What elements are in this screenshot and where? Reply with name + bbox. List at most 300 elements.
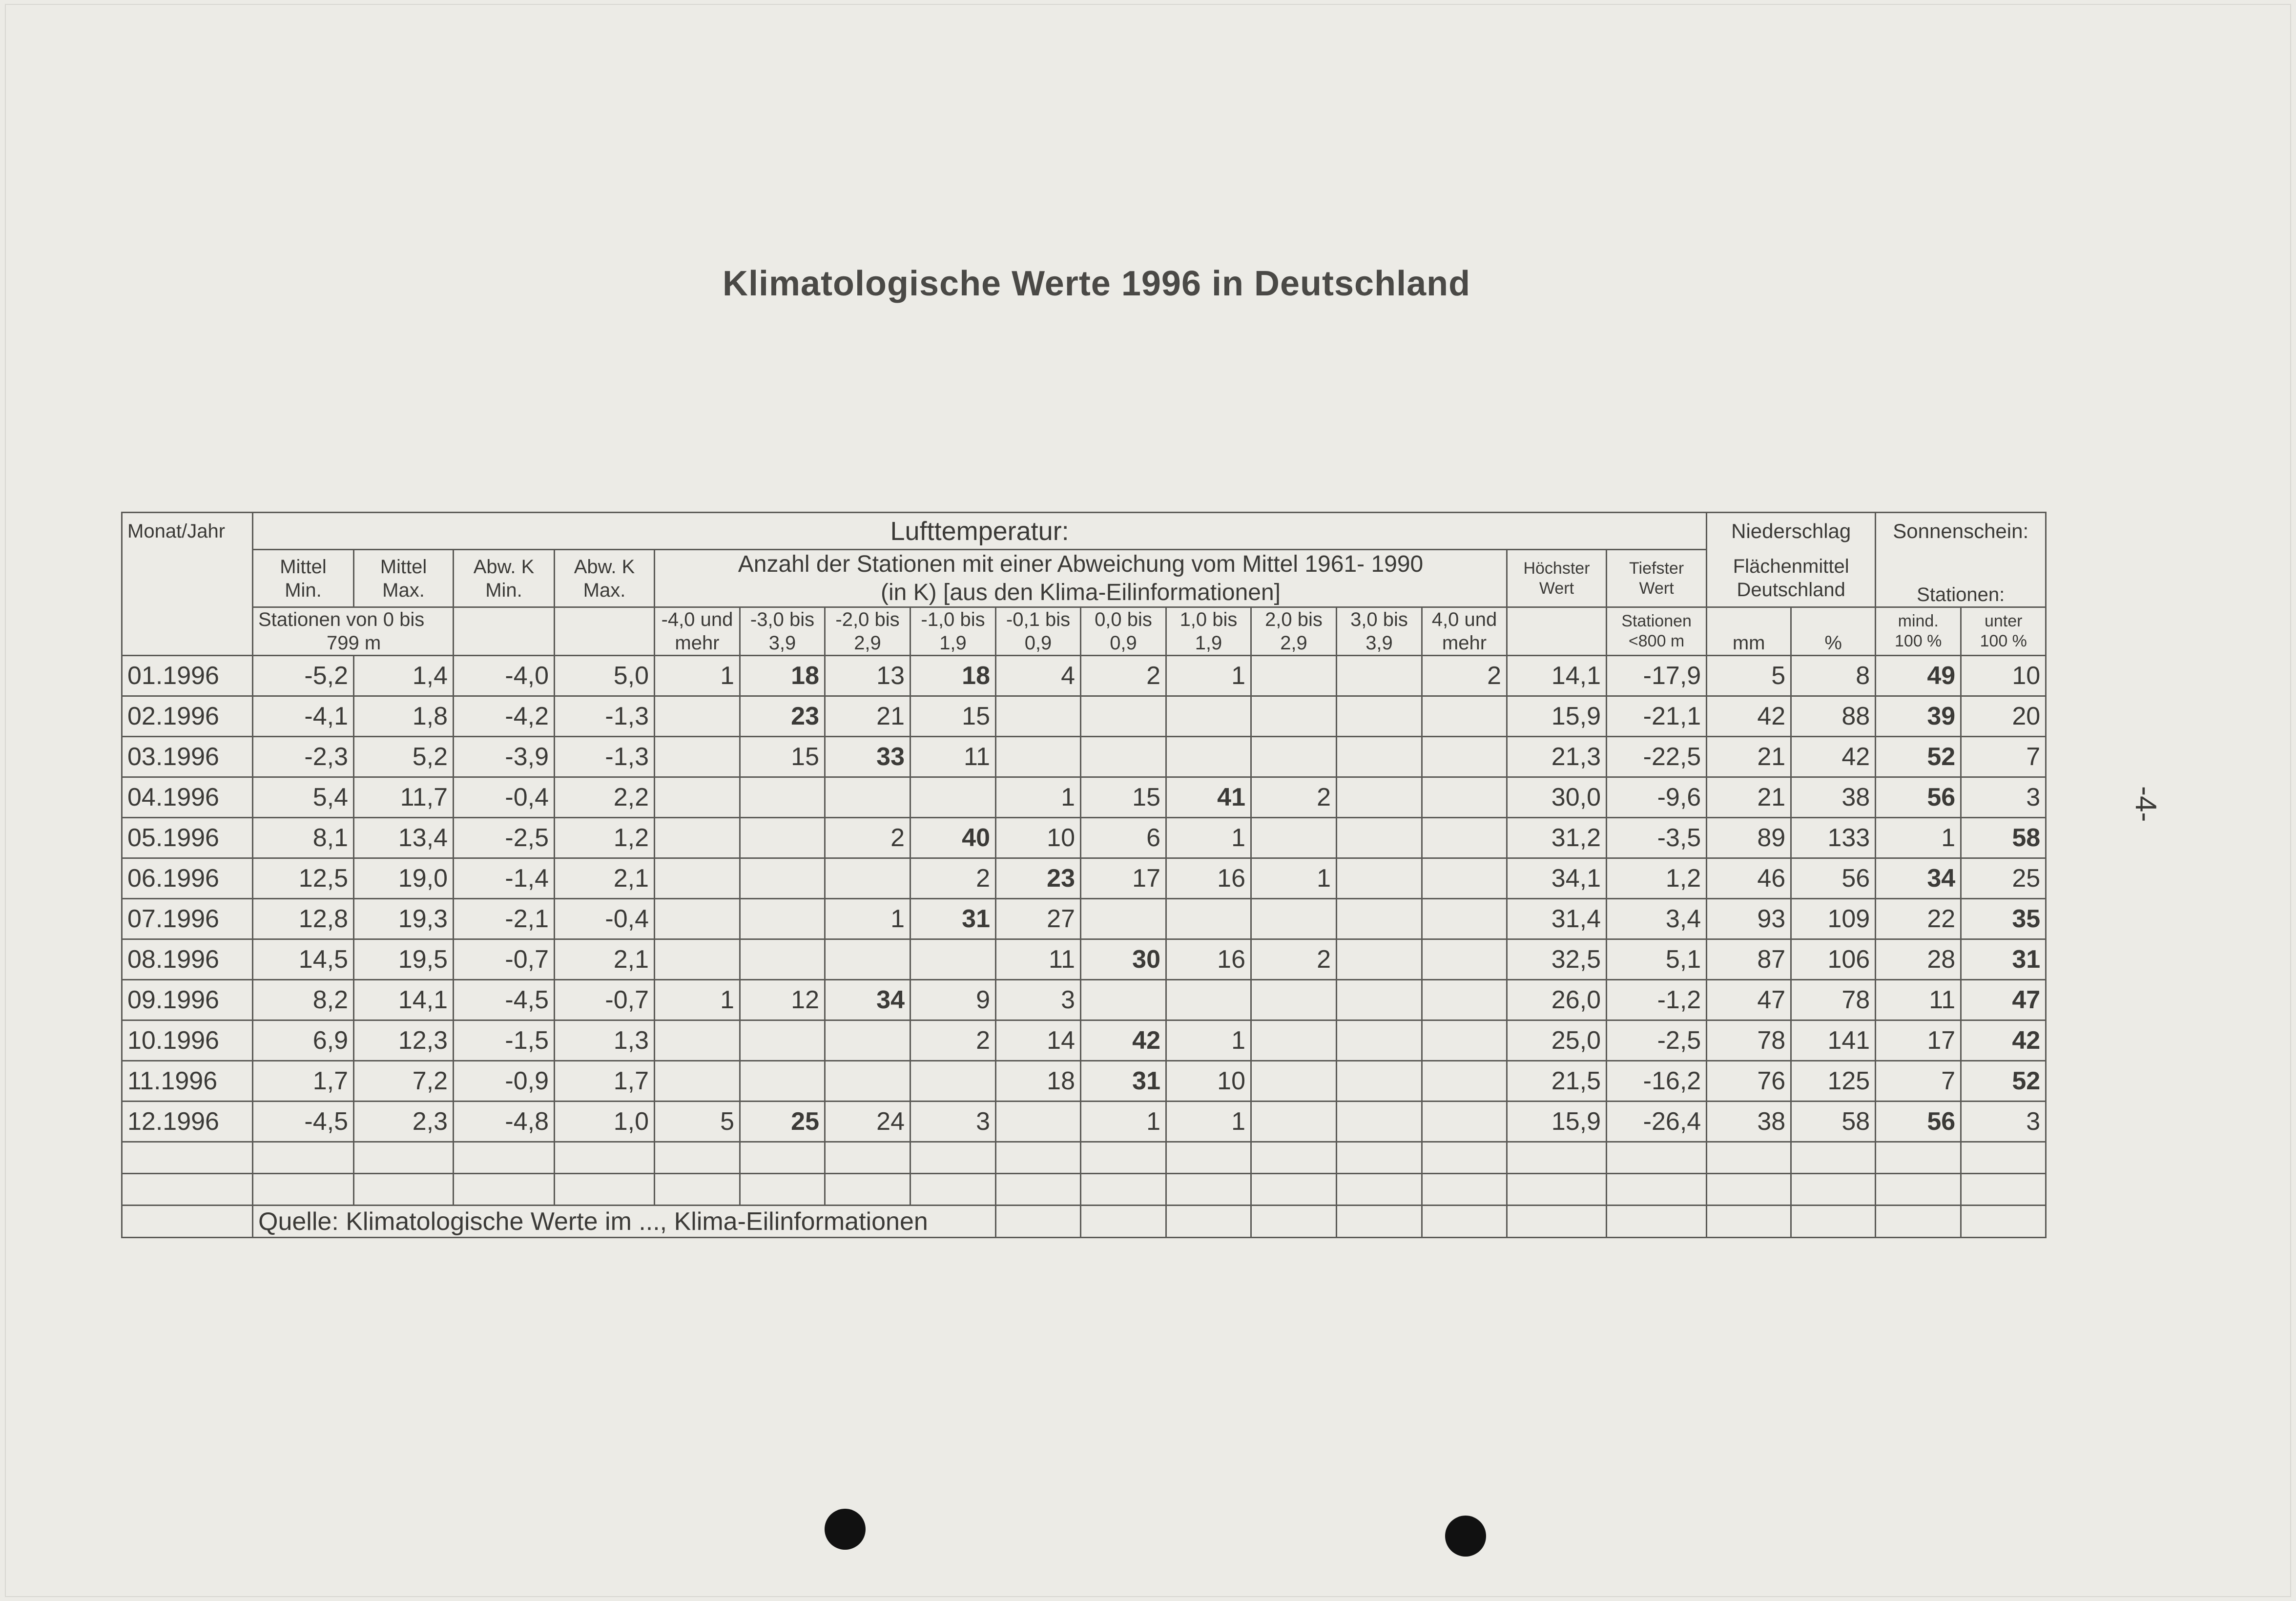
- cell-abw-min: -1,4: [454, 858, 555, 899]
- header-lufttemperatur: Lufttemperatur:: [253, 513, 1707, 550]
- header-unter: unter 100 %: [1961, 607, 2046, 656]
- cell-bin: [1081, 737, 1166, 777]
- cell-pct: 42: [1791, 737, 1876, 777]
- cell-unter: 42: [1961, 1020, 2046, 1061]
- cell-bin: [1166, 737, 1251, 777]
- header-blank: [122, 607, 253, 656]
- cell-bin: 21: [825, 696, 910, 737]
- cell-bin: 23: [996, 858, 1081, 899]
- cell-bin: 30: [1081, 939, 1166, 980]
- cell-mittel-min: 5,4: [253, 777, 354, 818]
- punch-hole-left: [825, 1509, 866, 1550]
- cell-bin: 10: [1166, 1061, 1251, 1102]
- cell-abw-max: 2,1: [555, 939, 655, 980]
- cell-mittel-min: 8,2: [253, 980, 354, 1020]
- cell-month: 10.1996: [122, 1020, 253, 1061]
- cell-bin: [1422, 980, 1507, 1020]
- cell-mittel-min: 12,5: [253, 858, 354, 899]
- cell-bin: [1422, 1102, 1507, 1142]
- cell-mind: 56: [1876, 777, 1961, 818]
- header-niederschlag: Niederschlag: [1707, 513, 1876, 550]
- cell-pct: 38: [1791, 777, 1876, 818]
- cell-bin: 18: [740, 656, 825, 696]
- cell-bin: 3: [996, 980, 1081, 1020]
- cell-mittel-min: 14,5: [253, 939, 354, 980]
- cell-bin: [655, 696, 740, 737]
- header-bin-8: 3,0 bis 3,9: [1337, 607, 1422, 656]
- header-pct: %: [1791, 607, 1876, 656]
- cell-bin: [655, 777, 740, 818]
- cell-month: 12.1996: [122, 1102, 253, 1142]
- cell-bin: 40: [910, 818, 996, 858]
- cell-bin: [740, 777, 825, 818]
- cell-bin: [1251, 1061, 1337, 1102]
- cell-tiefster: -1,2: [1607, 980, 1707, 1020]
- cell-bin: [740, 858, 825, 899]
- cell-bin: 1: [1166, 1102, 1251, 1142]
- cell-bin: 5: [655, 1102, 740, 1142]
- cell-unter: 3: [1961, 777, 2046, 818]
- cell-mm: 78: [1707, 1020, 1791, 1061]
- cell-bin: 13: [825, 656, 910, 696]
- header-bin-5: 0,0 bis 0,9: [1081, 607, 1166, 656]
- cell-bin: [655, 939, 740, 980]
- cell-bin: [825, 1061, 910, 1102]
- cell-bin: [1081, 899, 1166, 939]
- header-mittel-max: Mittel Max.: [354, 550, 454, 607]
- cell-bin: 16: [1166, 858, 1251, 899]
- cell-mind: 56: [1876, 1102, 1961, 1142]
- cell-bin: [825, 858, 910, 899]
- cell-bin: 14: [996, 1020, 1081, 1061]
- cell-unter: 35: [1961, 899, 2046, 939]
- cell-unter: 7: [1961, 737, 2046, 777]
- cell-bin: [1081, 980, 1166, 1020]
- cell-bin: [740, 1020, 825, 1061]
- header-monat-jahr: Monat/Jahr: [122, 513, 253, 550]
- cell-hoechster: 26,0: [1507, 980, 1607, 1020]
- cell-mm: 93: [1707, 899, 1791, 939]
- cell-mind: 49: [1876, 656, 1961, 696]
- cell-bin: [825, 939, 910, 980]
- table-row: [122, 980, 2046, 1020]
- cell-abw-min: -0,9: [454, 1061, 555, 1102]
- cell-bin: 16: [1166, 939, 1251, 980]
- cell-bin: 1: [996, 777, 1081, 818]
- cell-pct: 133: [1791, 818, 1876, 858]
- cell-mind: 17: [1876, 1020, 1961, 1061]
- header-blank: [555, 607, 655, 656]
- cell-bin: 2: [1422, 656, 1507, 696]
- header-bin-7: 2,0 bis 2,9: [1251, 607, 1337, 656]
- cell-pct: 141: [1791, 1020, 1876, 1061]
- cell-hoechster: 21,5: [1507, 1061, 1607, 1102]
- cell-tiefster: -9,6: [1607, 777, 1707, 818]
- cell-unter: 47: [1961, 980, 2046, 1020]
- cell-bin: [1422, 1020, 1507, 1061]
- cell-abw-max: 2,1: [555, 858, 655, 899]
- cell-bin: 1: [655, 980, 740, 1020]
- table-row-source: [122, 1206, 2046, 1238]
- cell-bin: [740, 818, 825, 858]
- cell-bin: [825, 777, 910, 818]
- cell-abw-max: -0,4: [555, 899, 655, 939]
- cell-bin: 3: [910, 1102, 996, 1142]
- cell-pct: 125: [1791, 1061, 1876, 1102]
- cell-month: 08.1996: [122, 939, 253, 980]
- cell-bin: 24: [825, 1102, 910, 1142]
- cell-pct: 109: [1791, 899, 1876, 939]
- cell-bin: [996, 696, 1081, 737]
- cell-abw-max: -1,3: [555, 737, 655, 777]
- cell-bin: [1337, 980, 1422, 1020]
- cell-hoechster: 15,9: [1507, 1102, 1607, 1142]
- cell-mittel-max: 14,1: [354, 980, 454, 1020]
- cell-bin: 2: [910, 1020, 996, 1061]
- page-number: -4-: [2130, 786, 2162, 822]
- cell-mm: 21: [1707, 737, 1791, 777]
- cell-bin: [1422, 939, 1507, 980]
- header-bin-6: 1,0 bis 1,9: [1166, 607, 1251, 656]
- cell-abw-min: -0,4: [454, 777, 555, 818]
- table-row: [122, 777, 2046, 818]
- header-blank: [1507, 607, 1607, 656]
- cell-bin: [1251, 818, 1337, 858]
- cell-mittel-max: 19,3: [354, 899, 454, 939]
- cell-bin: 11: [910, 737, 996, 777]
- header-blank: [122, 550, 253, 607]
- cell-bin: [1337, 1061, 1422, 1102]
- header-abw-max: Abw. K Max.: [555, 550, 655, 607]
- cell-bin: 1: [1166, 656, 1251, 696]
- cell-bin: 2: [825, 818, 910, 858]
- cell-mind: 11: [1876, 980, 1961, 1020]
- cell-bin: [910, 939, 996, 980]
- cell-pct: 78: [1791, 980, 1876, 1020]
- cell-mm: 87: [1707, 939, 1791, 980]
- cell-bin: [1251, 899, 1337, 939]
- cell-bin: [655, 899, 740, 939]
- cell-bin: [1166, 980, 1251, 1020]
- cell-mm: 46: [1707, 858, 1791, 899]
- table-row: [122, 818, 2046, 858]
- cell-bin: 6: [1081, 818, 1166, 858]
- header-abw-min: Abw. K Min.: [454, 550, 555, 607]
- table-row: [122, 939, 2046, 980]
- cell-bin: 1: [1166, 818, 1251, 858]
- cell-abw-max: 5,0: [555, 656, 655, 696]
- cell-bin: [1422, 1061, 1507, 1102]
- cell-bin: [1081, 696, 1166, 737]
- table-row: [122, 1020, 2046, 1061]
- cell-month: 11.1996: [122, 1061, 253, 1102]
- cell-bin: 12: [740, 980, 825, 1020]
- cell-abw-max: 1,7: [555, 1061, 655, 1102]
- cell-bin: 25: [740, 1102, 825, 1142]
- cell-hoechster: 25,0: [1507, 1020, 1607, 1061]
- cell-bin: [1251, 737, 1337, 777]
- cell-bin: [1166, 696, 1251, 737]
- cell-unter: 3: [1961, 1102, 2046, 1142]
- cell-bin: 31: [910, 899, 996, 939]
- cell-bin: 1: [1251, 858, 1337, 899]
- cell-mittel-min: 6,9: [253, 1020, 354, 1061]
- table-row-empty: [122, 1142, 2046, 1174]
- cell-hoechster: 21,3: [1507, 737, 1607, 777]
- table-row: [122, 656, 2046, 696]
- cell-hoechster: 31,4: [1507, 899, 1607, 939]
- cell-mind: 22: [1876, 899, 1961, 939]
- cell-hoechster: 14,1: [1507, 656, 1607, 696]
- cell-bin: [1251, 1102, 1337, 1142]
- table-row-empty: [122, 1174, 2046, 1206]
- cell-bin: [1337, 1102, 1422, 1142]
- cell-mind: 28: [1876, 939, 1961, 980]
- cell-bin: 34: [825, 980, 910, 1020]
- cell-bin: 41: [1166, 777, 1251, 818]
- cell-unter: 20: [1961, 696, 2046, 737]
- cell-bin: 2: [910, 858, 996, 899]
- cell-mittel-min: -4,1: [253, 696, 354, 737]
- header-bin-1: -3,0 bis 3,9: [740, 607, 825, 656]
- cell-tiefster: -26,4: [1607, 1102, 1707, 1142]
- cell-mm: 89: [1707, 818, 1791, 858]
- cell-pct: 106: [1791, 939, 1876, 980]
- cell-mittel-max: 11,7: [354, 777, 454, 818]
- page-title: Klimatologische Werte 1996 in Deutschland: [723, 264, 1471, 303]
- header-mittel-min: Mittel Min.: [253, 550, 354, 607]
- cell-tiefster: -22,5: [1607, 737, 1707, 777]
- cell-hoechster: 30,0: [1507, 777, 1607, 818]
- cell-bin: [1337, 858, 1422, 899]
- cell-abw-max: 1,2: [555, 818, 655, 858]
- cell-pct: 88: [1791, 696, 1876, 737]
- cell-bin: [655, 818, 740, 858]
- cell-bin: 2: [1251, 777, 1337, 818]
- cell-bin: 1: [1081, 1102, 1166, 1142]
- header-sonnenschein: Sonnenschein:: [1876, 513, 2046, 550]
- cell-month: 04.1996: [122, 777, 253, 818]
- cell-mittel-max: 13,4: [354, 818, 454, 858]
- cell-bin: [1337, 696, 1422, 737]
- cell-mittel-min: -2,3: [253, 737, 354, 777]
- table-row: [122, 1061, 2046, 1102]
- cell-bin: [655, 737, 740, 777]
- cell-mittel-max: 5,2: [354, 737, 454, 777]
- header-bin-4: -0,1 bis 0,9: [996, 607, 1081, 656]
- cell-bin: [1422, 737, 1507, 777]
- cell-bin: 31: [1081, 1061, 1166, 1102]
- cell-unter: 10: [1961, 656, 2046, 696]
- cell-abw-min: -2,5: [454, 818, 555, 858]
- cell-unter: 25: [1961, 858, 2046, 899]
- header-mind: mind. 100 %: [1876, 607, 1961, 656]
- cell-bin: 15: [910, 696, 996, 737]
- cell-bin: 18: [910, 656, 996, 696]
- cell-tiefster: -3,5: [1607, 818, 1707, 858]
- cell-bin: 2: [1081, 656, 1166, 696]
- cell-bin: 10: [996, 818, 1081, 858]
- cell-hoechster: 31,2: [1507, 818, 1607, 858]
- table-row: [122, 899, 2046, 939]
- cell-mm: 76: [1707, 1061, 1791, 1102]
- cell-bin: [740, 899, 825, 939]
- cell-bin: 1: [1166, 1020, 1251, 1061]
- cell-mittel-max: 1,4: [354, 656, 454, 696]
- table-row: [122, 737, 2046, 777]
- cell-bin: [1337, 939, 1422, 980]
- cell-abw-max: 1,0: [555, 1102, 655, 1142]
- header-hoechster: Höchster Wert: [1507, 550, 1607, 607]
- cell-mittel-min: -5,2: [253, 656, 354, 696]
- header-bin-3: -1,0 bis 1,9: [910, 607, 996, 656]
- cell-bin: 18: [996, 1061, 1081, 1102]
- cell-tiefster: -2,5: [1607, 1020, 1707, 1061]
- cell-bin: 1: [825, 899, 910, 939]
- cell-bin: [1251, 656, 1337, 696]
- cell-bin: 33: [825, 737, 910, 777]
- cell-bin: [910, 777, 996, 818]
- header-blank: [454, 607, 555, 656]
- header-mm: mm: [1707, 607, 1791, 656]
- cell-bin: [1422, 777, 1507, 818]
- cell-abw-min: -4,8: [454, 1102, 555, 1142]
- cell-bin: 4: [996, 656, 1081, 696]
- cell-mind: 39: [1876, 696, 1961, 737]
- cell-abw-min: -4,0: [454, 656, 555, 696]
- cell-month: 02.1996: [122, 696, 253, 737]
- cell-pct: 58: [1791, 1102, 1876, 1142]
- cell-bin: 23: [740, 696, 825, 737]
- cell-bin: [1422, 899, 1507, 939]
- cell-abw-min: -1,5: [454, 1020, 555, 1061]
- cell-pct: 8: [1791, 656, 1876, 696]
- cell-bin: [655, 1020, 740, 1061]
- cell-mind: 7: [1876, 1061, 1961, 1102]
- cell-unter: 58: [1961, 818, 2046, 858]
- cell-mm: 38: [1707, 1102, 1791, 1142]
- cell-bin: [1337, 818, 1422, 858]
- cell-month: 01.1996: [122, 656, 253, 696]
- cell-tiefster: 1,2: [1607, 858, 1707, 899]
- cell-bin: [1337, 1020, 1422, 1061]
- header-stationen-von: Stationen von 0 bis 799 m: [253, 607, 454, 656]
- cell-bin: 42: [1081, 1020, 1166, 1061]
- punch-hole-right: [1445, 1516, 1486, 1557]
- table-row: [122, 1102, 2046, 1142]
- cell-bin: [1337, 899, 1422, 939]
- cell-bin: 11: [996, 939, 1081, 980]
- header-bin-9: 4,0 und mehr: [1422, 607, 1507, 656]
- cell-bin: [740, 939, 825, 980]
- cell-tiefster: 3,4: [1607, 899, 1707, 939]
- header-anzahl: Anzahl der Stationen mit einer Abweichung vom Mittel 1961- 1990 (in K) [aus den Klima-Eilinformationen]: [655, 550, 1507, 607]
- cell-tiefster: -21,1: [1607, 696, 1707, 737]
- header-stationen: Stationen:: [1876, 550, 2046, 607]
- header-stationen-800: Stationen <800 m: [1607, 607, 1707, 656]
- cell-mittel-min: 12,8: [253, 899, 354, 939]
- cell-hoechster: 15,9: [1507, 696, 1607, 737]
- source-note: Quelle: Klimatologische Werte im ..., Klima-Eilinformationen: [253, 1206, 996, 1238]
- cell-abw-max: -1,3: [555, 696, 655, 737]
- cell-hoechster: 34,1: [1507, 858, 1607, 899]
- cell-mind: 34: [1876, 858, 1961, 899]
- cell-abw-min: -0,7: [454, 939, 555, 980]
- cell-month: 03.1996: [122, 737, 253, 777]
- cell-bin: [1422, 818, 1507, 858]
- cell-mm: 47: [1707, 980, 1791, 1020]
- cell-month: 06.1996: [122, 858, 253, 899]
- cell-bin: 2: [1251, 939, 1337, 980]
- climate-table: [121, 512, 2047, 1238]
- cell-bin: 27: [996, 899, 1081, 939]
- cell-bin: [655, 858, 740, 899]
- cell-mittel-max: 19,5: [354, 939, 454, 980]
- cell-bin: [1251, 980, 1337, 1020]
- cell-bin: [655, 1061, 740, 1102]
- cell-mittel-min: 8,1: [253, 818, 354, 858]
- cell-bin: [1251, 696, 1337, 737]
- cell-mind: 1: [1876, 818, 1961, 858]
- cell-pct: 56: [1791, 858, 1876, 899]
- cell-abw-min: -2,1: [454, 899, 555, 939]
- cell-mittel-max: 2,3: [354, 1102, 454, 1142]
- cell-month: 07.1996: [122, 899, 253, 939]
- cell-abw-max: 1,3: [555, 1020, 655, 1061]
- cell-mittel-min: -4,5: [253, 1102, 354, 1142]
- cell-abw-min: -3,9: [454, 737, 555, 777]
- cell-mittel-max: 1,8: [354, 696, 454, 737]
- cell-mm: 5: [1707, 656, 1791, 696]
- cell-bin: [1166, 899, 1251, 939]
- cell-abw-min: -4,2: [454, 696, 555, 737]
- cell-mind: 52: [1876, 737, 1961, 777]
- cell-mittel-min: 1,7: [253, 1061, 354, 1102]
- header-tiefster: Tiefster Wert: [1607, 550, 1707, 607]
- cell-bin: 15: [1081, 777, 1166, 818]
- cell-bin: [1337, 737, 1422, 777]
- cell-bin: 15: [740, 737, 825, 777]
- cell-bin: 1: [655, 656, 740, 696]
- cell-tiefster: 5,1: [1607, 939, 1707, 980]
- cell-bin: [996, 1102, 1081, 1142]
- cell-mittel-max: 7,2: [354, 1061, 454, 1102]
- table-row: [122, 696, 2046, 737]
- cell-mittel-max: 12,3: [354, 1020, 454, 1061]
- cell-tiefster: -17,9: [1607, 656, 1707, 696]
- cell-abw-min: -4,5: [454, 980, 555, 1020]
- cell-hoechster: 32,5: [1507, 939, 1607, 980]
- cell-tiefster: -16,2: [1607, 1061, 1707, 1102]
- cell-mm: 21: [1707, 777, 1791, 818]
- cell-bin: [1337, 777, 1422, 818]
- cell-bin: [740, 1061, 825, 1102]
- cell-bin: [996, 737, 1081, 777]
- cell-bin: [1422, 696, 1507, 737]
- cell-bin: [825, 1020, 910, 1061]
- cell-bin: 9: [910, 980, 996, 1020]
- cell-unter: 31: [1961, 939, 2046, 980]
- cell-abw-max: 2,2: [555, 777, 655, 818]
- cell-mittel-max: 19,0: [354, 858, 454, 899]
- cell-bin: 17: [1081, 858, 1166, 899]
- cell-month: 09.1996: [122, 980, 253, 1020]
- cell-bin: [1337, 656, 1422, 696]
- table-row: [122, 858, 2046, 899]
- cell-unter: 52: [1961, 1061, 2046, 1102]
- header-bin-2: -2,0 bis 2,9: [825, 607, 910, 656]
- cell-bin: [1251, 1020, 1337, 1061]
